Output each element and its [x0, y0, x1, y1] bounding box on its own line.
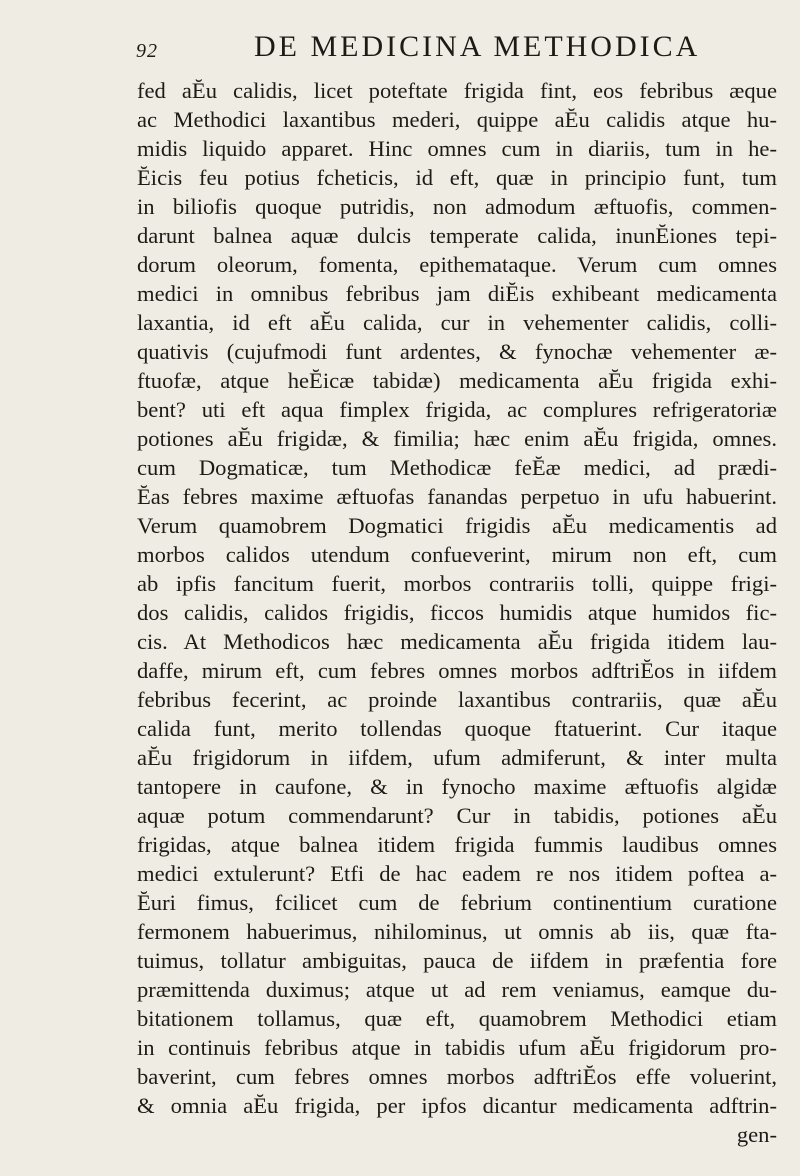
page-number: 92	[136, 40, 158, 62]
text-line: frigidas, atque balnea itidem frigida fummis laudibus omnes	[137, 832, 777, 857]
text-line: dorum oleorum, fomenta, epithemataque. Verum cum omnes	[137, 252, 777, 277]
text-line: darunt balnea aquæ dulcis temperate calida, inunĔiones tepi-	[137, 223, 777, 248]
text-line: Verum quamobrem Dogmatici frigidis aĔu medicamentis ad	[137, 513, 777, 538]
text-line: potiones aĔu frigidæ, & fimilia; hæc enim aĔu frigida, omnes.	[137, 426, 777, 451]
text-line: in biliofis quoque putridis, non admodum æftuofis, commen-	[137, 194, 777, 219]
catchword: gen-	[736, 1122, 777, 1147]
text-line: medici in omnibus febribus jam diĔis exhibeant medicamenta	[137, 281, 777, 306]
text-line: Ĕuri fimus, fcilicet cum de febrium continentium curatione	[137, 890, 777, 915]
text-line: ab ipfis fancitum fuerit, morbos contrariis tolli, quippe frigi-	[137, 571, 777, 596]
text-line: & omnia aĔu frigida, per ipfos dicantur medicamenta adftrin-	[137, 1093, 777, 1118]
text-line: Ĕicis feu potius fcheticis, id eft, quæ in principio funt, tum	[137, 165, 777, 190]
text-line: medici extulerunt? Etfi de hac eadem re nos itidem poftea a-	[137, 861, 777, 886]
text-line: quativis (cujufmodi funt ardentes, & fynochæ vehementer æ-	[137, 339, 777, 364]
text-line: baverint, cum febres omnes morbos adftriĔos effe voluerint,	[137, 1064, 777, 1089]
text-line: aquæ potum commendarunt? Cur in tabidis, potiones aĔu	[137, 803, 777, 828]
text-line: calida funt, merito tollendas quoque ftatuerint. Cur itaque	[137, 716, 777, 741]
text-line: dos calidis, calidos frigidis, ficcos humidis atque humidos fic-	[137, 600, 777, 625]
text-line: in continuis febribus atque in tabidis ufum aĔu frigidorum pro-	[137, 1035, 777, 1060]
text-line: tuimus, tollatur ambiguitas, pauca de iifdem in præfentia fore	[137, 948, 777, 973]
text-line: cum Dogmaticæ, tum Methodicæ feĔæ medici, ad prædi-	[137, 455, 777, 480]
text-line: midis liquido apparet. Hinc omnes cum in diariis, tum in he-	[137, 136, 777, 161]
body-text	[137, 76, 777, 1149]
text-line: ac Methodici laxantibus mederi, quippe aĔu calidis atque hu-	[137, 107, 777, 132]
text-line: bitationem tollamus, quæ eft, quamobrem Methodici etiam	[137, 1006, 777, 1031]
text-line: ftuofæ, atque heĔicæ tabidæ) medicamenta aĔu frigida exhi-	[137, 368, 777, 393]
text-line: Ĕas febres maxime æftuofas fanandas perpetuo in ufu habuerint.	[137, 484, 777, 509]
text-line: præmittenda duximus; atque ut ad rem veniamus, eamque du-	[137, 977, 777, 1002]
text-line: fed aĔu calidis, licet poteftate frigida fint, eos febribus æque	[137, 78, 777, 103]
running-head: DE MEDICINA METHODICA	[254, 30, 701, 63]
text-line: laxantia, id eft aĔu calida, cur in vehementer calidis, colli-	[137, 310, 777, 335]
page-header	[0, 30, 800, 74]
text-line: tantopere in caufone, & in fynocho maxime æftuofis algidæ	[137, 774, 777, 799]
text-line: fermonem habuerimus, nihilominus, ut omnis ab iis, quæ fta-	[137, 919, 777, 944]
text-line: bent? uti eft aqua fimplex frigida, ac complures refrigeratoriæ	[137, 397, 777, 422]
text-line: aĔu frigidorum in iifdem, ufum admiferunt, & inter multa	[137, 745, 777, 770]
text-line: cis. At Methodicos hæc medicamenta aĔu frigida itidem lau-	[137, 629, 777, 654]
text-line: morbos calidos utendum confueverint, mirum non eft, cum	[137, 542, 777, 567]
text-line: febribus fecerint, ac proinde laxantibus contrariis, quæ aĔu	[137, 687, 777, 712]
text-line: daffe, mirum eft, cum febres omnes morbos adftriĔos in iifdem	[137, 658, 777, 683]
